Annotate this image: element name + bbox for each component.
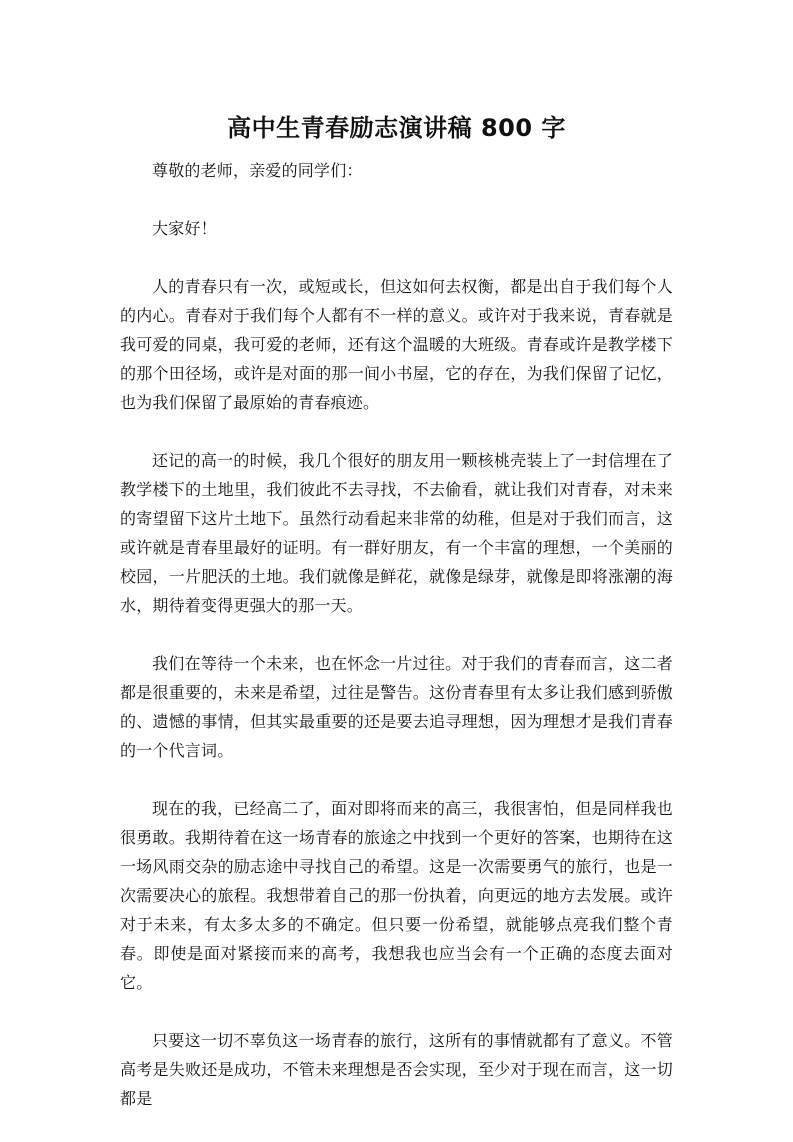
- greeting: 大家好！: [152, 219, 217, 238]
- document-body: [120, 156, 673, 1142]
- paragraph: 现在的我，已经高二了，面对即将而来的高三，我很害怕，但是同样我也很勇敢。我期待着在这一场青春的旅途之中找到一个更好的答案，也期待在这一场风雨交杂的励志途中寻找自己的希望。这是一次需要勇气的旅行，也是一次需要决心的旅程。我想带着自己的那一份执着，向更远的地方去发展。或许对于未来，有太多太多的不确定。但只要一份希望，就能够点亮我们整个青春。即使是面对紧接而来的高考，我想我也应当会有一个正确的态度去面对它。: [120, 799, 673, 992]
- paragraph: 人的青春只有一次，或短或长，但这如何去权衡，都是出自于我们每个人的内心。青春对于我们每个人都有不一样的意义。或许对于我来说，青春就是我可爱的同桌，我可爱的老师，还有这个温暖的大班级。青春或许是教学楼下的那个田径场，或许是对面的那一间小书屋，它的存在，为我们保留了记忆，也为我们保留了最原始的青春痕迹。: [120, 277, 673, 412]
- paragraph: 我们在等待一个未来，也在怀念一片过往。对于我们的青春而言，这二者都是很重要的，未来是希望，过往是警告。这份青春里有太多让我们感到骄傲的、遗憾的事情，但其实最重要的还是要去追寻理想，因为理想才是我们青春的一个代言词。: [120, 654, 673, 760]
- paragraph: 还记的高一的时候，我几个很好的朋友用一颗核桃壳装上了一封信埋在了教学楼下的土地里，我们彼此不去寻找，不去偷看，就让我们对青春，对未来的寄望留下这片土地下。虽然行动看起来非常的幼稚，但是对于我们而言，这或许就是青春里最好的证明。有一群好朋友，有一个丰富的理想，一个美丽的校园，一片肥沃的土地。我们就像是鲜花，就像是绿芽，就像是即将涨潮的海水，期待着变得更强大的那一天。: [120, 451, 673, 615]
- page-title: 高中生青春励志演讲稿 800 字: [227, 114, 566, 142]
- paragraph: 只要这一切不辜负这一场青春的旅行，这所有的事情就都有了意义。不管高考是失败还是成功，不管未来理想是否会实现，至少对于现在而言，这一切都是: [120, 1031, 673, 1108]
- salutation: 尊敬的老师，亲爱的同学们：: [152, 161, 363, 180]
